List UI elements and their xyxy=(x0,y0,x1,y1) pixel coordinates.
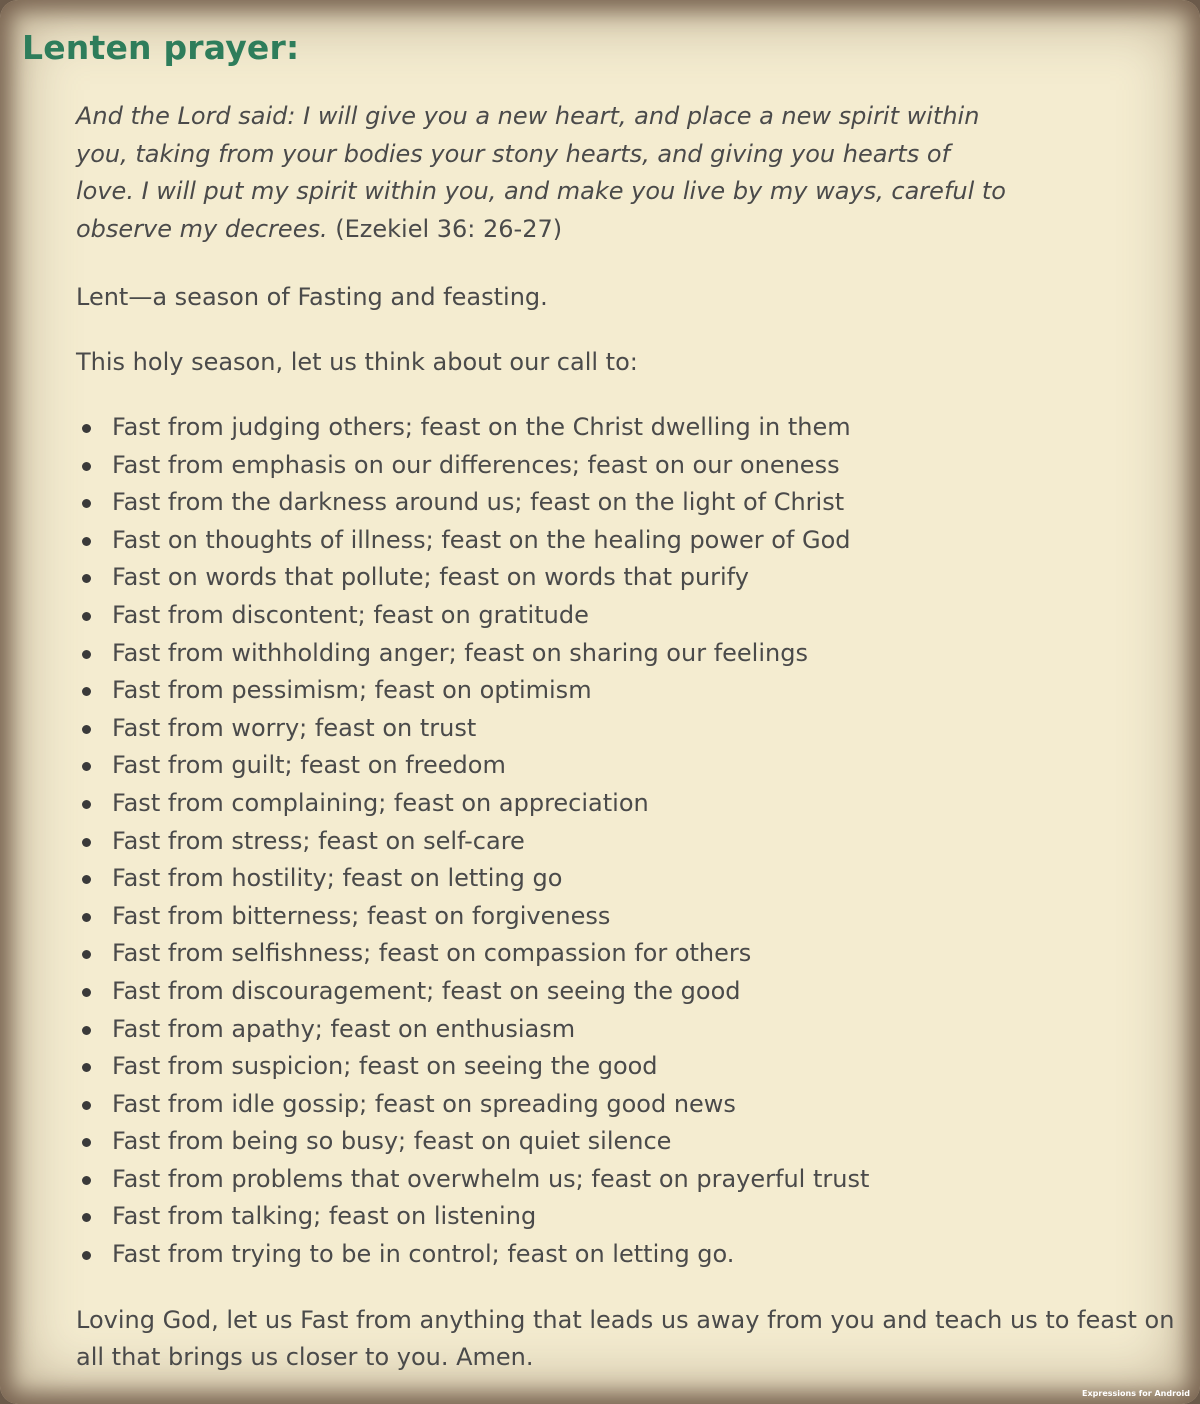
intro-line: Lent—a season of Fasting and feasting. xyxy=(76,283,548,311)
list-item xyxy=(76,1123,1176,1161)
bullet-icon xyxy=(82,574,91,583)
bullet-icon xyxy=(82,762,91,771)
list-item-text: Fast from hostility; feast on letting go xyxy=(112,864,563,893)
list-item-text: Fast from stress; feast on self-care xyxy=(112,826,525,855)
list-item-text: Fast from bitterness; feast on forgiveness xyxy=(112,901,611,930)
bullet-icon xyxy=(82,612,91,621)
list-item xyxy=(76,710,1176,748)
bullet-icon xyxy=(82,1063,91,1072)
bullet-icon xyxy=(82,1101,91,1110)
list-item xyxy=(76,635,1176,673)
list-item-text: Fast from the darkness around us; feast on the light of Christ xyxy=(112,488,845,517)
list-item-text: Fast from trying to be in control; feast on letting go. xyxy=(112,1240,735,1269)
list-item xyxy=(76,935,1176,973)
list-item xyxy=(76,747,1176,785)
list-item-text: Fast on words that pollute; feast on words that purify xyxy=(112,563,749,592)
list-item-text: Fast from apathy; feast on enthusiasm xyxy=(112,1014,576,1043)
list-item xyxy=(76,823,1176,861)
bullet-icon xyxy=(82,687,91,696)
list-item-text: Fast from discouragement; feast on seeing the good xyxy=(112,976,741,1005)
bullet-icon xyxy=(82,875,91,884)
list-item-text: Fast from pessimism; feast on optimism xyxy=(112,676,592,705)
list-item-text: Fast from emphasis on our differences; feast on our oneness xyxy=(112,450,840,479)
watermark: Expressions for Android xyxy=(1082,1389,1190,1398)
list-item xyxy=(76,484,1176,522)
list-item xyxy=(76,409,1176,447)
list-item-text: Fast from guilt; feast on freedom xyxy=(112,751,506,780)
bullet-icon xyxy=(82,725,91,734)
list-item xyxy=(76,1048,1176,1086)
bullet-icon xyxy=(82,838,91,847)
list-item xyxy=(76,785,1176,823)
bullet-icon xyxy=(82,1176,91,1185)
bullet-icon xyxy=(82,950,91,959)
list-item-text: Fast from being so busy; feast on quiet silence xyxy=(112,1127,672,1156)
list-item xyxy=(76,447,1176,485)
list-item xyxy=(76,1198,1176,1236)
bullet-icon xyxy=(82,1026,91,1035)
bullet-icon xyxy=(82,499,91,508)
bullet-icon xyxy=(82,913,91,922)
list-item-text: Fast on thoughts of illness; feast on the healing power of God xyxy=(112,525,851,554)
prayer-body xyxy=(76,98,1176,1377)
bullet-icon xyxy=(82,424,91,433)
bullet-icon xyxy=(82,462,91,471)
list-item-text: Fast from problems that overwhelm us; feast on prayerful trust xyxy=(112,1164,870,1193)
scripture-reference: (Ezekiel 36: 26-27) xyxy=(335,214,563,243)
bullet-icon xyxy=(82,1138,91,1147)
list-item-text: Fast from selfishness; feast on compassion for others xyxy=(112,939,752,968)
list-item xyxy=(76,860,1176,898)
list-item-text: Fast from complaining; feast on appreciation xyxy=(112,788,649,817)
scripture-quote xyxy=(76,98,1006,248)
bullet-icon xyxy=(82,650,91,659)
list-item-text: Fast from judging others; feast on the Christ dwelling in them xyxy=(112,413,851,441)
bullet-icon xyxy=(82,1251,91,1260)
list-item-text: Fast from suspicion; feast on seeing the good xyxy=(112,1052,658,1081)
list-item xyxy=(76,1236,1176,1274)
list-item xyxy=(76,1011,1176,1049)
list-item-text: Fast from withholding anger; feast on sharing our feelings xyxy=(112,638,808,667)
scripture-text: And the Lord said: I will give you a new heart, and place a new spirit within you, taking from your bodies your stony hearts, and giving you hearts of love. I will put my spirit within you, and make you live by my ways, careful to observe my decrees. xyxy=(76,102,1006,243)
bullet-icon xyxy=(82,1213,91,1222)
list-item xyxy=(76,1161,1176,1199)
list-item xyxy=(76,597,1176,635)
list-item xyxy=(76,1086,1176,1124)
page-title: Lenten prayer: xyxy=(22,28,300,67)
bullet-icon xyxy=(82,537,91,546)
list-item xyxy=(76,559,1176,597)
list-item xyxy=(76,898,1176,936)
list-item xyxy=(76,522,1176,560)
list-item-text: Fast from idle gossip; feast on spreading good news xyxy=(112,1089,736,1118)
list-item-text: Fast from worry; feast on trust xyxy=(112,713,477,742)
fast-feast-list xyxy=(76,409,1176,1274)
list-item xyxy=(76,973,1176,1011)
list-item-text: Fast from discontent; feast on gratitude xyxy=(112,600,589,629)
closing-prayer: Loving God, let us Fast from anything that leads us away from you and teach us to feast on all that brings us closer to you. Amen. xyxy=(76,1305,1175,1372)
season-line: This holy season, let us think about our call to: xyxy=(76,347,638,376)
bullet-icon xyxy=(82,800,91,809)
bullet-icon xyxy=(82,988,91,997)
list-item-text: Fast from talking; feast on listening xyxy=(112,1202,537,1231)
list-item xyxy=(76,672,1176,710)
